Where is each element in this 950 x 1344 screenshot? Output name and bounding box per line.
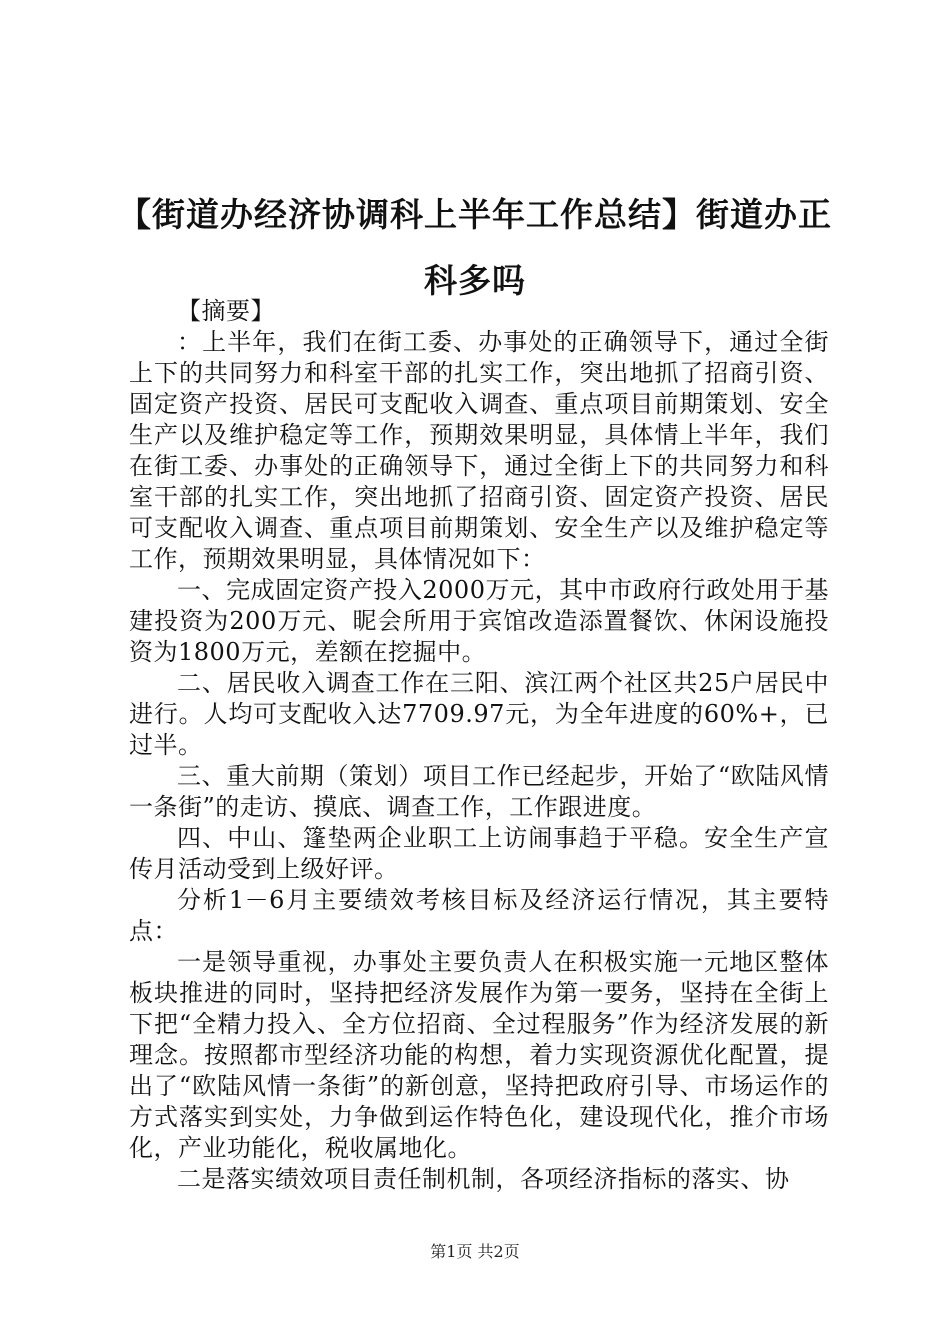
paragraph: ：上半年，我们在街工委、办事处的正确领导下，通过全街上下的共同努力和科室干部的扎实工作，突出地抓了招商引资、固定资产投资、居民可支配收入调查、重点项目前期策划、安全生产以及维护稳定等工作，预期效果明显，具体情上半年，我们在街工委、办事处的正确领导下，通过全街上下的共同努力和科室干部的扎实工作，突出地抓了招商引资、固定资产投资、居民可支配收入调查、重点项目前期策划、安全生产以及维护稳定等工作，预期效果明显，具体情况如下： [129, 328, 829, 573]
abstract-heading: 【摘要】 [177, 297, 275, 325]
page-footer: 第1页 共2页 [430, 1242, 520, 1261]
document-title: 【街道办经济协调科上半年工作总结】街道办正科多吗 [118, 195, 832, 300]
paragraph: 二是落实绩效项目责任制机制，各项经济指标的落实、协 [177, 1165, 790, 1193]
paragraph: 二、居民收入调查工作在三阳、滨江两个社区共25户居民中进行。人均可支配收入达7709.97元，为全年进度的60%+，已过半。 [129, 669, 829, 759]
paragraph: 三、重大前期（策划）项目工作已经起步，开始了“欧陆风情一条街”的走访、摸底、调查工作，工作跟进度。 [129, 762, 829, 821]
paragraph: 四、中山、篷垫两企业职工上访闹事趋于平稳。安全生产宣传月活动受到上级好评。 [129, 824, 829, 883]
paragraph: 一、完成固定资产投入2000万元，其中市政府行政处用于基建投资为200万元、昵会所用于宾馆改造添置餐饮、休闲设施投资为1800万元，差额在挖掘中。 [129, 576, 829, 666]
document-body [129, 296, 829, 1195]
paragraph: 分析1－6月主要绩效考核目标及经济运行情况，其主要特点： [129, 886, 829, 945]
paragraph: 一是领导重视，办事处主要负责人在积极实施一元地区整体板块推进的同时，坚持把经济发展作为第一要务，坚持在全街上下把“全精力投入、全方位招商、全过程服务”作为经济发展的新理念。按照都市型经济功能的构想，着力实现资源优化配置，提出了“欧陆风情一条街”的新创意，坚持把政府引导、市场运作的方式落实到实处，力争做到运作特色化，建设现代化，推介市场化，产业功能化，税收属地化。 [129, 948, 829, 1162]
